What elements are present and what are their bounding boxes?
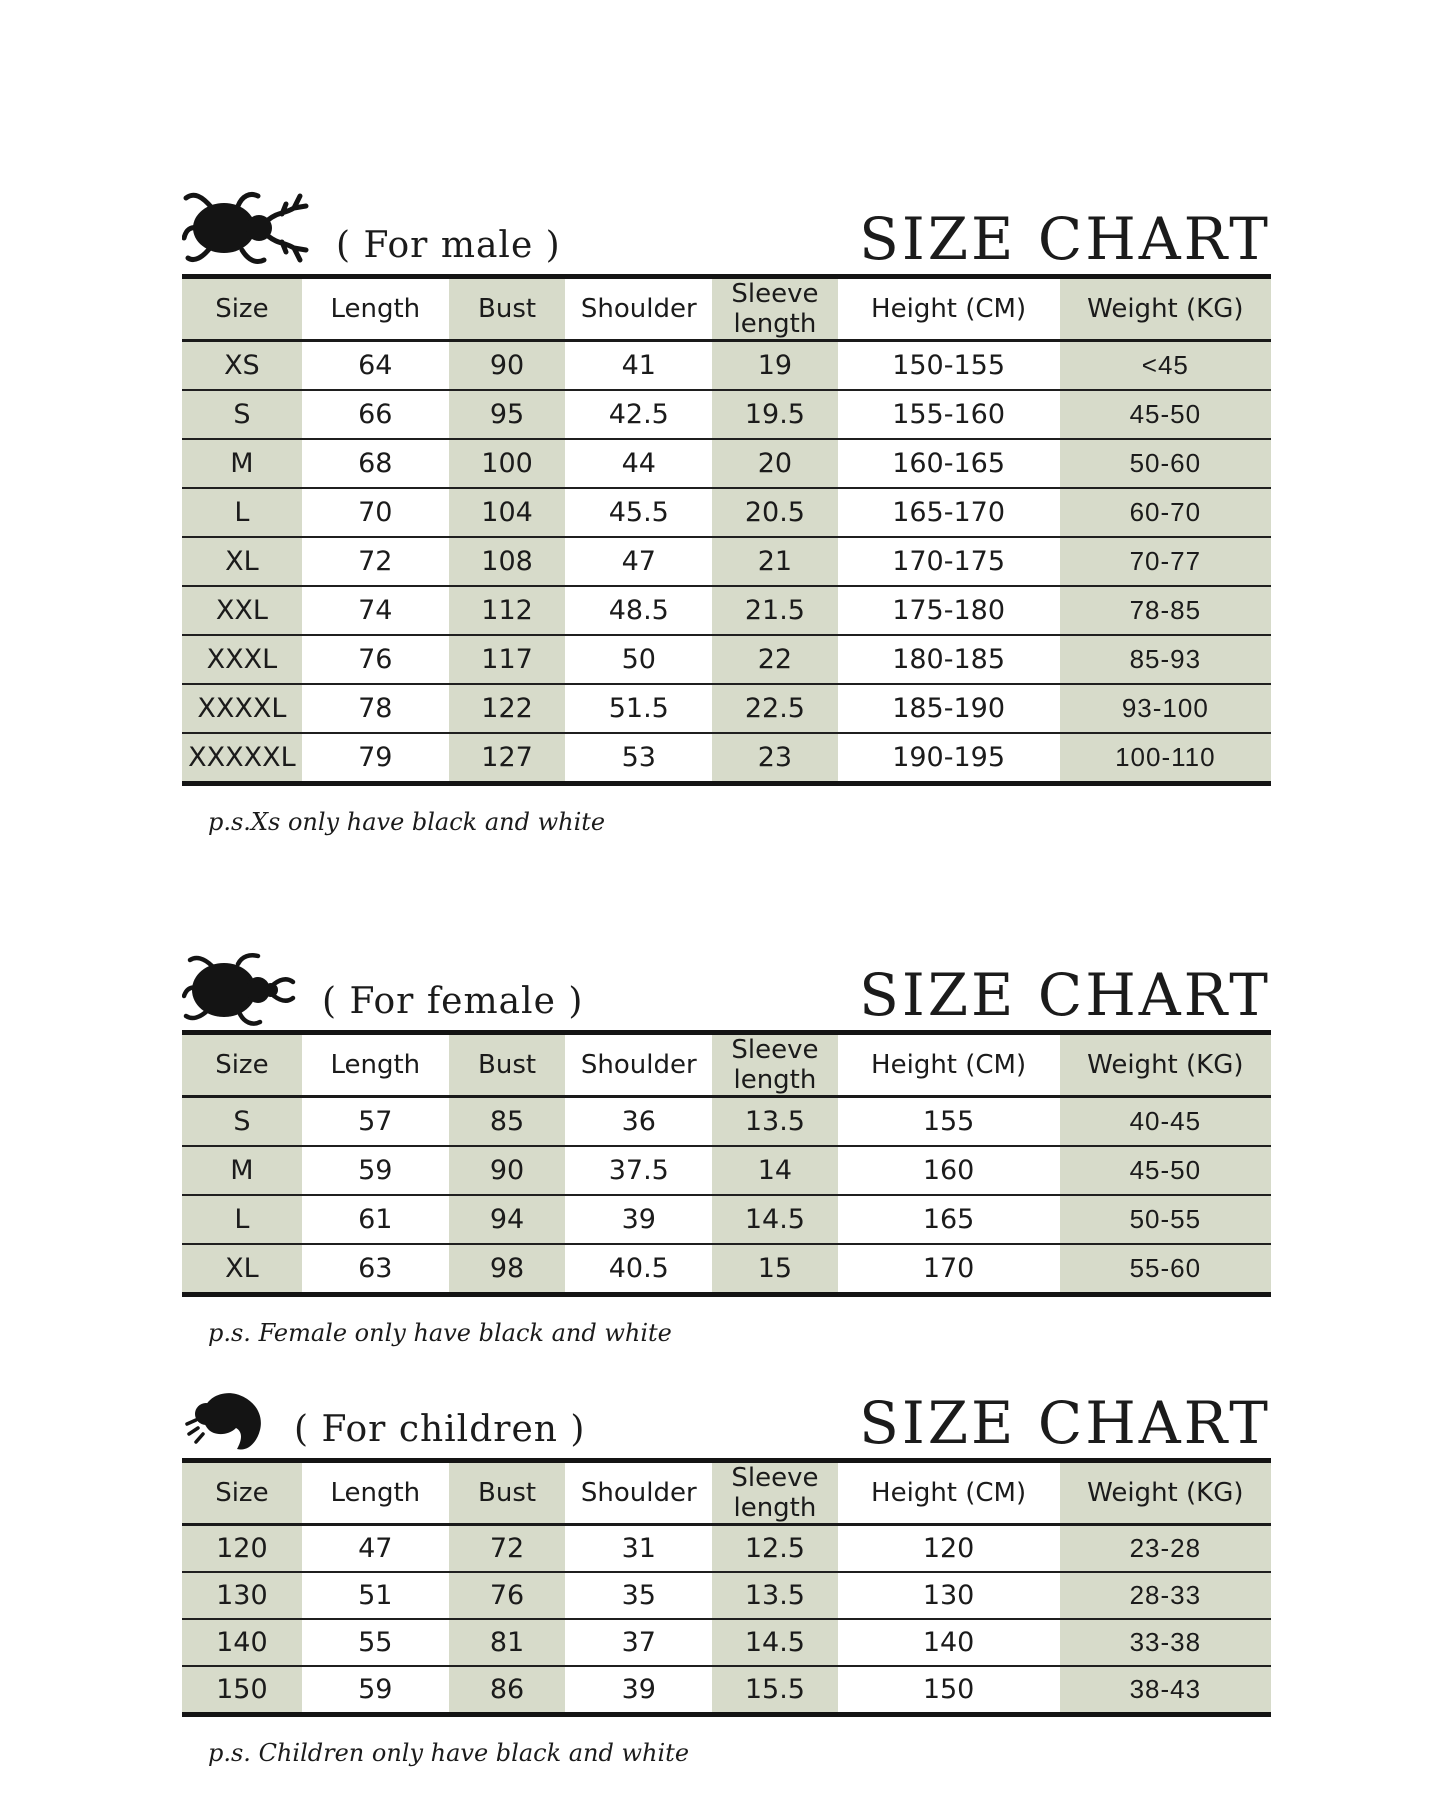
table-row (182, 537, 1271, 586)
table-cell: 170 (922, 1253, 975, 1284)
table-cell: XXL (182, 586, 302, 635)
size-chart-title-children: SIZE CHART (859, 1389, 1271, 1457)
table-cell: 40-45 (1060, 1097, 1271, 1147)
table-cell: 63 (358, 1253, 393, 1284)
table-cell: 150-155 (838, 341, 1060, 391)
table-cell: L (182, 488, 302, 537)
column-header: Bust (449, 1033, 566, 1097)
column-header: Sleeve length (712, 1033, 837, 1097)
table-cell: 35 (565, 1572, 712, 1619)
table-cell: 86 (449, 1666, 566, 1715)
table-cell: 165 (838, 1195, 1060, 1244)
table-cell: 122 (449, 684, 566, 733)
table-cell: 60-70 (1060, 488, 1271, 537)
table-cell: 37.5 (565, 1146, 712, 1195)
table-cell: 15.5 (712, 1666, 837, 1715)
table-cell: 51 (302, 1572, 449, 1619)
table-cell: S (182, 390, 302, 439)
table-cell: XL (182, 1244, 302, 1295)
table-cell: 85 (449, 1097, 566, 1147)
table-cell: 117 (449, 635, 566, 684)
section-header-female (182, 942, 1271, 1028)
table-row (182, 341, 1271, 391)
table-cell: 13.5 (712, 1097, 837, 1147)
column-header: Length (302, 1461, 449, 1525)
audience-label-female: ( For female ) (322, 981, 584, 1022)
table-cell: S (182, 1097, 302, 1147)
table-cell: 81 (449, 1619, 566, 1666)
table-cell: 78-85 (1060, 586, 1271, 635)
table-cell: 140 (182, 1619, 302, 1666)
table-cell: 23 (712, 733, 837, 784)
ps-note-female: p.s. Female only have black and white (208, 1319, 672, 1347)
table-cell: 53 (621, 742, 656, 773)
table-row (182, 488, 1271, 537)
table-cell: 76 (302, 635, 449, 684)
table-cell: 55-60 (1060, 1244, 1271, 1295)
table-cell: 66 (302, 390, 449, 439)
table-cell: 170-175 (838, 537, 1060, 586)
table-cell: 21.5 (712, 586, 837, 635)
table-cell: 76 (449, 1572, 566, 1619)
table-cell: 120 (838, 1525, 1060, 1573)
table-cell: 64 (302, 341, 449, 391)
table-cell: 165-170 (838, 488, 1060, 537)
size-chart-section-male (182, 0, 1271, 838)
table-row (182, 1146, 1271, 1195)
column-header: Height (CM) (838, 1461, 1060, 1525)
table-cell: 13.5 (712, 1572, 837, 1619)
column-header: Weight (KG) (1060, 277, 1271, 341)
table-cell: 22.5 (712, 684, 837, 733)
table-cell: 47 (302, 1525, 449, 1573)
table-cell: 45-50 (1060, 390, 1271, 439)
size-table-male (182, 274, 1271, 786)
table-row (182, 1097, 1271, 1147)
table-row (182, 1195, 1271, 1244)
table-cell: XXXL (182, 635, 302, 684)
table-cell: L (182, 1195, 302, 1244)
table-cell: 90 (449, 341, 566, 391)
table-cell: 155-160 (838, 390, 1060, 439)
table-row (182, 1619, 1271, 1666)
ps-note-male: p.s.Xs only have black and white (208, 808, 606, 836)
table-row (182, 390, 1271, 439)
header-row (182, 1033, 1271, 1097)
table-cell: 98 (449, 1244, 566, 1295)
column-header: Shoulder (565, 277, 712, 341)
table-cell: 19.5 (712, 390, 837, 439)
table-cell: 185-190 (838, 684, 1060, 733)
table-cell: 20 (712, 439, 837, 488)
table-cell: 39 (621, 1674, 656, 1705)
table-row (182, 684, 1271, 733)
table-cell: XL (182, 537, 302, 586)
table-cell: 37 (565, 1619, 712, 1666)
table-cell: 42.5 (565, 390, 712, 439)
table-cell: 14 (712, 1146, 837, 1195)
table-cell: 45-50 (1060, 1146, 1271, 1195)
column-header: Size (182, 277, 302, 341)
table-cell: 95 (449, 390, 566, 439)
column-header: Bust (449, 1461, 566, 1525)
table-cell: 22 (712, 635, 837, 684)
size-table-children (182, 1458, 1271, 1717)
larva-icon (182, 1386, 268, 1456)
table-cell: 130 (182, 1572, 302, 1619)
table-cell: 112 (449, 586, 566, 635)
table-cell: 74 (302, 586, 449, 635)
table-cell: 33-38 (1060, 1619, 1271, 1666)
table-row (182, 1666, 1271, 1715)
table-row (182, 635, 1271, 684)
table-cell: 140 (838, 1619, 1060, 1666)
table-cell: 180-185 (838, 635, 1060, 684)
table-cell: 104 (449, 488, 566, 537)
table-cell: XXXXXL (182, 733, 302, 784)
table-cell: 57 (302, 1097, 449, 1147)
table-cell: 94 (449, 1195, 566, 1244)
table-cell: 59 (358, 1674, 393, 1705)
column-header: Height (CM) (838, 277, 1060, 341)
table-cell: 15 (712, 1244, 837, 1295)
table-cell: XS (182, 341, 302, 391)
table-cell: 160 (838, 1146, 1060, 1195)
table-row (182, 733, 1271, 784)
section-header-male (182, 168, 1271, 272)
column-header: Size (182, 1033, 302, 1097)
column-header: Sleeve length (712, 277, 837, 341)
table-cell: 190-195 (892, 742, 1005, 773)
table-cell: <45 (1060, 341, 1271, 391)
table-cell: 150 (182, 1666, 302, 1715)
table-cell: M (182, 1146, 302, 1195)
table-cell: XXXXL (182, 684, 302, 733)
ps-note-children: p.s. Children only have black and white (208, 1739, 690, 1767)
size-chart-section-children (182, 1382, 1271, 1769)
table-cell: 48.5 (565, 586, 712, 635)
column-header: Size (182, 1461, 302, 1525)
table-cell: 36 (565, 1097, 712, 1147)
table-cell: 150 (922, 1674, 975, 1705)
table-cell: 44 (565, 439, 712, 488)
table-cell: 39 (565, 1195, 712, 1244)
table-cell: M (182, 439, 302, 488)
table-row (182, 1244, 1271, 1295)
table-cell: 50-55 (1060, 1195, 1271, 1244)
table-cell: 90 (449, 1146, 566, 1195)
table-cell: 21 (712, 537, 837, 586)
table-cell: 130 (838, 1572, 1060, 1619)
table-cell: 47 (565, 537, 712, 586)
table-cell: 175-180 (838, 586, 1060, 635)
table-cell: 50 (565, 635, 712, 684)
size-chart-section-female (182, 942, 1271, 1349)
header-row (182, 1461, 1271, 1525)
table-cell: 45.5 (565, 488, 712, 537)
column-header: Shoulder (565, 1033, 712, 1097)
table-cell: 59 (302, 1146, 449, 1195)
audience-label-male: ( For male ) (336, 225, 561, 266)
beetle-icon (182, 950, 296, 1028)
table-cell: 70-77 (1060, 537, 1271, 586)
table-row (182, 1525, 1271, 1573)
column-header: Shoulder (565, 1461, 712, 1525)
table-cell: 72 (449, 1525, 566, 1573)
table-row (182, 586, 1271, 635)
table-cell: 79 (358, 742, 393, 773)
table-row (182, 1572, 1271, 1619)
table-cell: 78 (302, 684, 449, 733)
table-cell: 28-33 (1060, 1572, 1271, 1619)
table-cell: 19 (712, 341, 837, 391)
table-cell: 160-165 (838, 439, 1060, 488)
section-header-children (182, 1382, 1271, 1456)
table-cell: 23-28 (1060, 1525, 1271, 1573)
table-cell: 85-93 (1060, 635, 1271, 684)
table-cell: 120 (182, 1525, 302, 1573)
table-cell: 70 (302, 488, 449, 537)
table-row (182, 439, 1271, 488)
table-cell: 31 (565, 1525, 712, 1573)
table-cell: 20.5 (712, 488, 837, 537)
column-header: Length (302, 1033, 449, 1097)
header-row (182, 277, 1271, 341)
table-cell: 61 (302, 1195, 449, 1244)
column-header: Bust (449, 277, 566, 341)
table-cell: 100 (449, 439, 566, 488)
table-cell: 68 (302, 439, 449, 488)
table-cell: 14.5 (712, 1619, 837, 1666)
size-chart-page (182, 0, 1271, 1769)
table-cell: 51.5 (565, 684, 712, 733)
column-header: Weight (KG) (1060, 1461, 1271, 1525)
table-cell: 127 (449, 733, 566, 784)
column-header: Height (CM) (838, 1033, 1060, 1097)
table-cell: 38-43 (1060, 1666, 1271, 1715)
column-header: Sleeve length (712, 1461, 837, 1525)
table-cell: 14.5 (712, 1195, 837, 1244)
table-cell: 108 (449, 537, 566, 586)
size-chart-title-female: SIZE CHART (859, 961, 1271, 1029)
table-cell: 55 (302, 1619, 449, 1666)
table-cell: 12.5 (712, 1525, 837, 1573)
table-cell: 93-100 (1060, 684, 1271, 733)
column-header: Length (302, 277, 449, 341)
table-cell: 72 (302, 537, 449, 586)
stag-beetle-icon (182, 184, 310, 272)
table-cell: 100-110 (1060, 733, 1271, 784)
table-cell: 155 (838, 1097, 1060, 1147)
audience-label-children: ( For children ) (294, 1409, 586, 1450)
table-cell: 50-60 (1060, 439, 1271, 488)
table-cell: 40.5 (608, 1253, 669, 1284)
column-header: Weight (KG) (1060, 1033, 1271, 1097)
size-table-female (182, 1030, 1271, 1297)
table-cell: 41 (565, 341, 712, 391)
size-chart-title-male: SIZE CHART (859, 205, 1271, 273)
